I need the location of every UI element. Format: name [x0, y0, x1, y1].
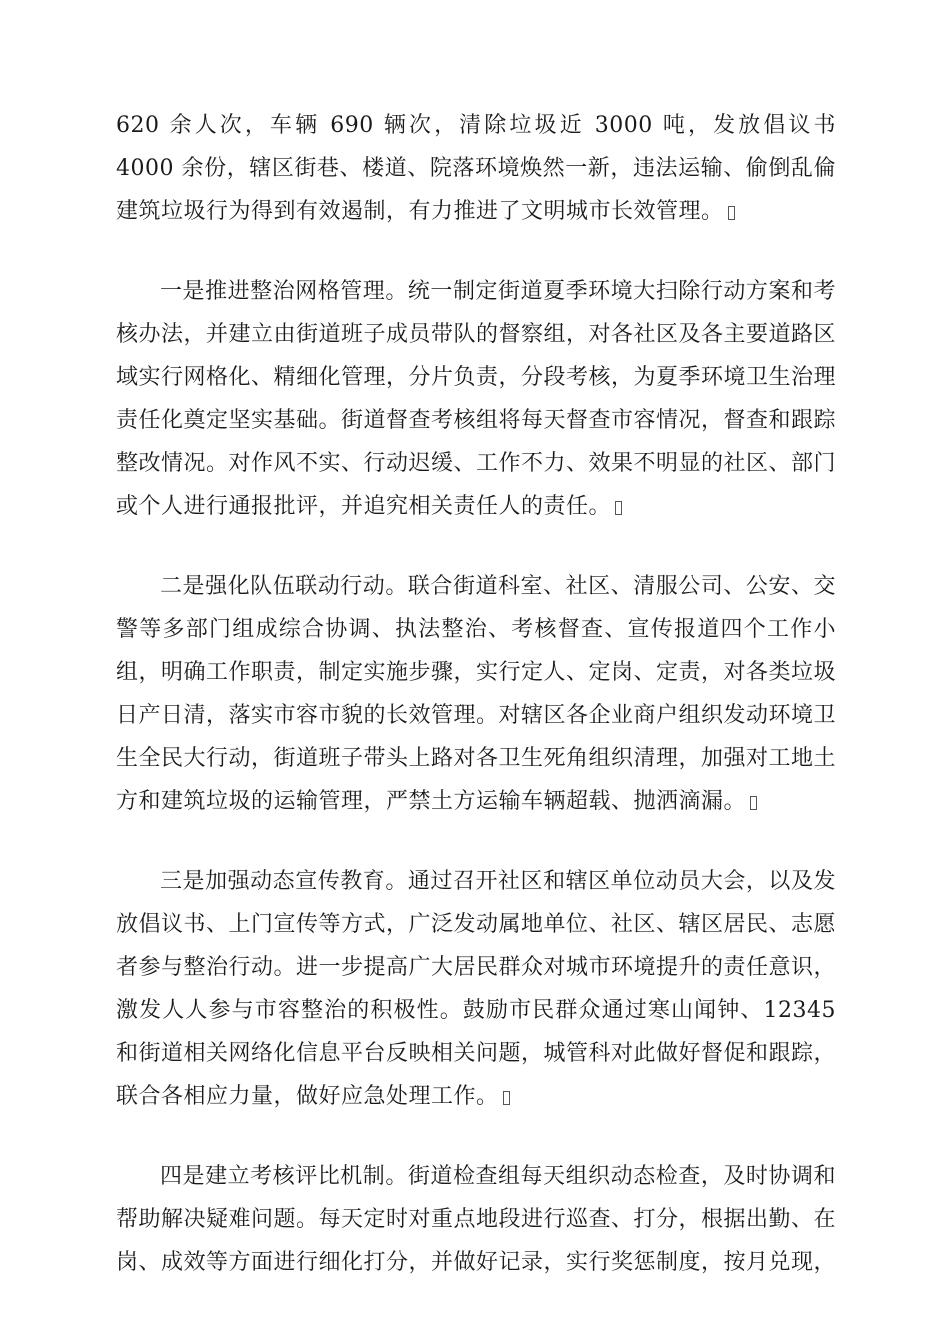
paragraph-4-text: 三是加强动态宣传教育。通过召开社区和辖区单位动员大会，以及发放倡议书、上门宣传等方式，广泛发动属地单位、社区、辖区居民、志愿者参与整治行动。进一步提高广大居民群众对城市环境提升的责任意识，激发人人参与市容整治的积极性。鼓励市民群众通过寒山闻钟、12345 和街道相关网络化信息平台反映相关问题，城管科对此做好督促和跟踪，联合各相应力量，做好应急处理工作。	[116, 869, 837, 1109]
paragraph-4	[116, 860, 836, 1118]
paragraph-3	[116, 565, 836, 823]
paragraph-5	[116, 1155, 836, 1284]
paragraph-mark-icon	[728, 206, 735, 220]
paragraph-2	[116, 270, 836, 528]
paragraph-mark-icon	[615, 501, 622, 515]
paragraph-mark-icon	[750, 796, 757, 810]
paragraph-5-text: 四是建立考核评比机制。街道检查组每天组织动态检查，及时协调和帮助解决疑难问题。每天定时对重点地段进行巡查、打分，根据出勤、在岗、成效等方面进行细化打分，并做好记录，实行奖惩制度，按月兑现，	[116, 1164, 837, 1275]
paragraph-1	[116, 104, 836, 233]
paragraph-mark-icon	[503, 1091, 510, 1105]
paragraph-2-text: 一是推进整治网格管理。统一制定街道夏季环境大扫除行动方案和考核办法，并建立由街道班子成员带队的督察组，对各社区及各主要道路区域实行网格化、精细化管理，分片负责，分段考核，为夏季环境卫生治理责任化奠定坚实基础。街道督查考核组将每天督查市容情况，督查和跟踪整改情况。对作风不实、行动迟缓、工作不力、效果不明显的社区、部门或个人进行通报批评，并追究相关责任人的责任。	[116, 279, 837, 519]
paragraph-3-text: 二是强化队伍联动行动。联合街道科室、社区、清服公司、公安、交警等多部门组成综合协调、执法整治、考核督查、宣传报道四个工作小组，明确工作职责，制定实施步骤，实行定人、定岗、定责，对各类垃圾日产日清，落实市容市貌的长效管理。对辖区各企业商户组织发动环境卫生全民大行动，街道班子带头上路对各卫生死角组织清理，加强对工地土方和建筑垃圾的运输管理，严禁土方运输车辆超载、抛洒滴漏。	[116, 574, 837, 814]
document-body	[116, 104, 836, 1321]
paragraph-1-text: 620 余人次，车辆 690 辆次，清除垃圾近 3000 吨，发放倡议书 4000 余份，辖区街巷、楼道、院落环境焕然一新，违法运输、偷倒乱倫建筑垃圾行为得到有效遏制，有力推进了文明城市长效管理。	[116, 113, 836, 224]
